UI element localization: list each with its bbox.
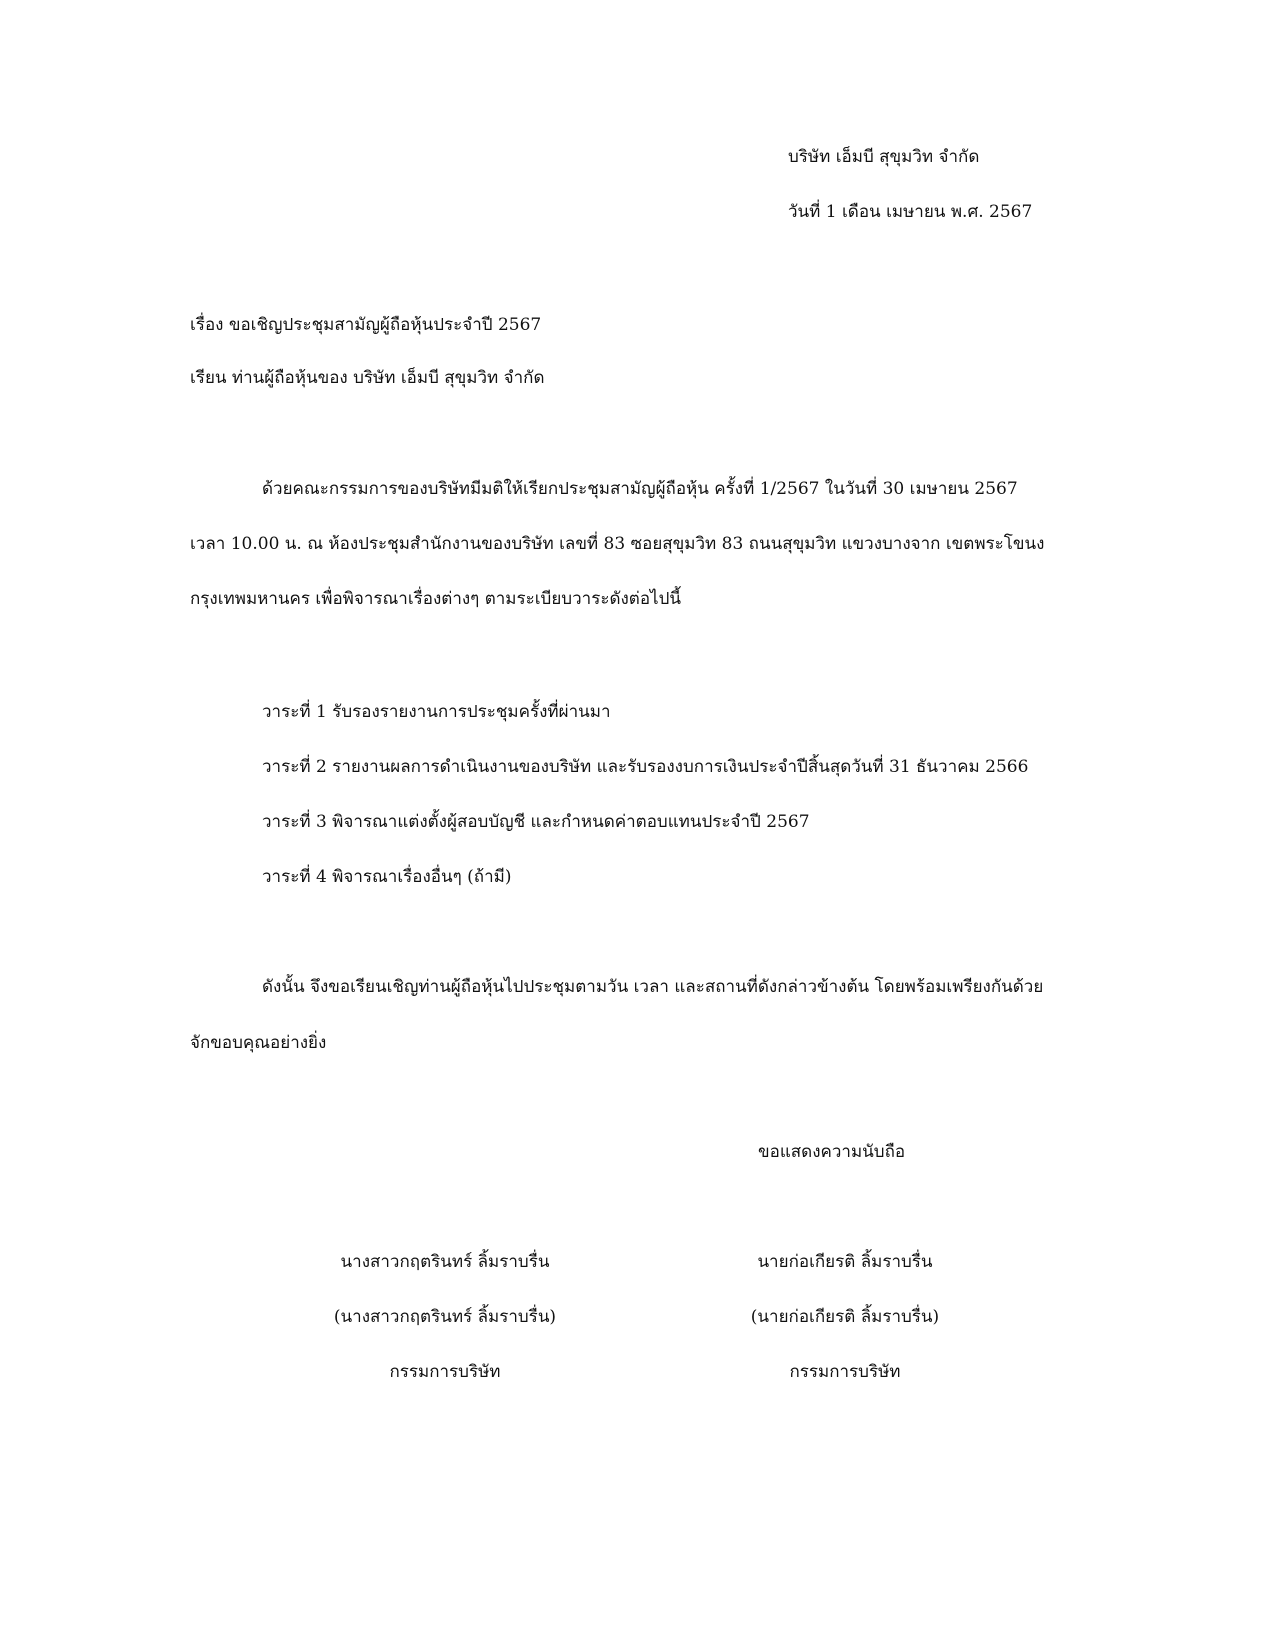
- signatory-name-right: (นายก่อเกียรติ ลิ้มราบรื่น): [750, 1307, 940, 1327]
- regards-line: ขอแสดงความนับถือ: [758, 1142, 906, 1162]
- letter-date: วันที่ 1 เดือน เมษายน พ.ศ. 2567: [788, 202, 1033, 222]
- body-paragraph-line-3: กรุงเทพมหานคร เพื่อพิจารณาเรื่องต่างๆ ตามระเบียบวาระดังต่อไปนี้: [190, 589, 682, 609]
- closing-paragraph-line-1: ดังนั้น จึงขอเรียนเชิญท่านผู้ถือหุ้นไปประชุมตามวัน เวลา และสถานที่ดังกล่าวข้างต้น โดยพร้อมเพรียงกันด้วย: [262, 977, 1044, 997]
- agenda-item-3: วาระที่ 3 พิจารณาแต่งตั้งผู้สอบบัญชี และกำหนดค่าตอบแทนประจำปี 2567: [262, 812, 810, 832]
- signature-left: นางสาวกฤตรินทร์ ลิ้มราบรื่น: [340, 1252, 550, 1272]
- agenda-item-4: วาระที่ 4 พิจารณาเรื่องอื่นๆ (ถ้ามี): [262, 867, 512, 887]
- body-paragraph-line-2: เวลา 10.00 น. ณ ห้องประชุมสำนักงานของบริษัท เลขที่ 83 ซอยสุขุมวิท 83 ถนนสุขุมวิท แขวงบางจาก เขตพระโขนง: [190, 534, 1045, 554]
- signature-right: นายก่อเกียรติ ลิ้มราบรื่น: [757, 1252, 933, 1272]
- closing-paragraph-line-2: จักขอบคุณอย่างยิ่ง: [190, 1033, 327, 1053]
- signatory-name-left: (นางสาวกฤตรินทร์ ลิ้มราบรื่น): [333, 1307, 557, 1327]
- signatory-title-left: กรรมการบริษัท: [389, 1362, 501, 1382]
- signatory-title-right: กรรมการบริษัท: [789, 1362, 901, 1382]
- subject-line: เรื่อง ขอเชิญประชุมสามัญผู้ถือหุ้นประจำปี 2567: [190, 315, 542, 335]
- agenda-item-2: วาระที่ 2 รายงานผลการดำเนินงานของบริษัท และรับรองงบการเงินประจำปีสิ้นสุดวันที่ 31 ธันวาคม 2566: [262, 757, 1029, 777]
- agenda-item-1: วาระที่ 1 รับรองรายงานการประชุมครั้งที่ผ่านมา: [262, 702, 611, 722]
- company-name: บริษัท เอ็มบี สุขุมวิท จำกัด: [788, 147, 980, 167]
- body-paragraph-line-1: ด้วยคณะกรรมการของบริษัทมีมติให้เรียกประชุมสามัญผู้ถือหุ้น ครั้งที่ 1/2567 ในวันที่ 30 เมษายน 2567: [262, 479, 1018, 499]
- addressee-line: เรียน ท่านผู้ถือหุ้นของ บริษัท เอ็มบี สุขุมวิท จำกัด: [190, 368, 545, 388]
